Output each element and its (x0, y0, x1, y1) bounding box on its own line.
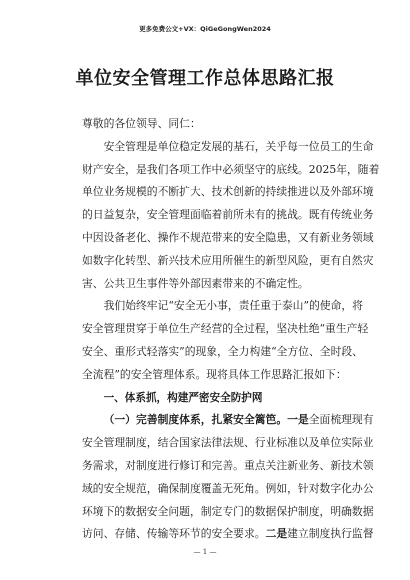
document-body (82, 113, 380, 546)
text-line: 我们始终牢记“安全无小事，责任重于泰山”的使命，将 (103, 299, 363, 313)
subsection-first-line (82, 409, 374, 432)
text-line: 害、公共卫生事件等外部因素带来的不确定性。 (82, 276, 309, 290)
text-line: 的日益复杂，安全管理面临着前所未有的挑战。既有传统业务 (82, 208, 374, 222)
text-fragment: 全面梳理现有 (308, 413, 374, 427)
paragraph-2 (82, 295, 369, 386)
item-marker: 二是 (265, 527, 288, 541)
section-heading-1: 一、体系抓，构建严密安全防护网 (103, 391, 263, 404)
text-line: 财产安全，是我们各项工作中必须坚守的底线。2025年，随着 (82, 162, 380, 176)
document-title: 单位安全管理工作总体思路汇报 (75, 68, 335, 89)
subsection-1 (82, 409, 374, 546)
paragraph-1 (82, 136, 380, 296)
subsection-heading: （一）完善制度体系，扎紧安全篱笆。 (103, 413, 288, 427)
text-line: 全流程”的安全管理体系。现将具体工作思路汇报如下： (82, 367, 347, 381)
item-marker: 一是 (287, 413, 309, 427)
text-line (82, 523, 374, 546)
salutation: 尊敬的各位领导、同仁： (82, 117, 201, 130)
text-line: 安全管理是单位稳定发展的基石，关乎每一位员工的生命 (103, 139, 374, 153)
text-line: 环境下的数据安全问题，制定专门的数据保护制度，明确数据 (82, 504, 374, 518)
text-fragment: 建立制度执行监督 (287, 527, 374, 541)
text-line: 务需求，对制度进行修订和完善。重点关注新业务、新技术领 (82, 458, 374, 472)
text-line: 安全管理制度，结合国家法律法规、行业标准以及单位实际业 (82, 436, 374, 450)
text-line: 安全管理贯穿于单位生产经营的全过程，坚决杜绝“重生产轻 (82, 322, 369, 336)
text-line: 域的安全规范，确保制度覆盖无死角。例如，针对数字化办公 (82, 481, 374, 495)
text-line: 中因设备老化、操作不规范带来的安全隐患，又有新业务领域 (82, 230, 374, 244)
text-line: 安全、重形式轻落实”的现象，全力构建“全方位、全时段、 (82, 344, 363, 358)
text-fragment: 访问、存储、传输等环节的安全要求。 (82, 527, 266, 541)
header-note: 更多免费公文+VX：QiGeGongWen2024 (139, 25, 271, 33)
text-line: 单位业务规模的不断扩大、技术创新的持续推进以及外部环境 (82, 185, 374, 199)
page-number: — 1 — (193, 548, 217, 556)
text-line: 如数字化转型、新兴技术应用所催生的新型风险，更有自然灾 (82, 253, 374, 267)
